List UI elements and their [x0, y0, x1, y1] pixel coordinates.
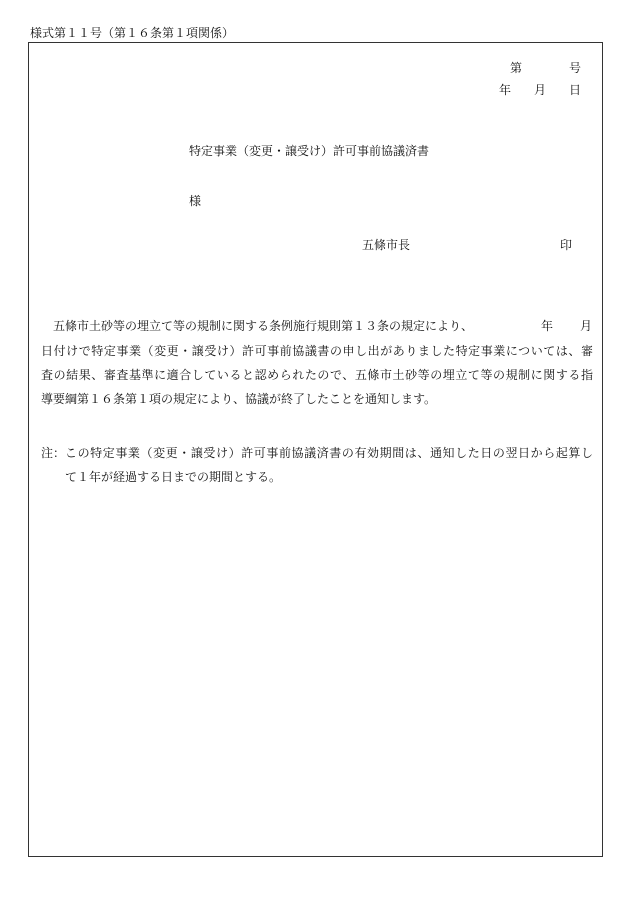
- issuer-name: 五條市長: [362, 238, 411, 252]
- form-number-label: 様式第１１号（第１６条第１項関係）: [30, 26, 235, 40]
- addressee-suffix: 様: [189, 194, 202, 208]
- document-title: 特定事業（変更・譲受け）許可事前協議済書: [189, 144, 430, 158]
- date-day-label: 日: [569, 83, 582, 97]
- number-dai-label: 第: [510, 61, 523, 75]
- document-frame: [28, 42, 603, 857]
- note-line-1: この特定事業（変更・譲受け）許可事前協議済書の有効期間は、通知した日の翌日から起算し: [65, 446, 593, 460]
- body-line-4: 導要綱第１６条第１項の規定により、協議が終了したことを通知します。: [41, 392, 437, 406]
- body-line-1: 五條市土砂等の埋立て等の規制に関する条例施行規則第１３条の規定により、: [53, 319, 474, 333]
- body-line-2: 日付けで特定事業（変更・譲受け）許可事前協議書の申し出がありました特定事業については、審: [41, 344, 593, 358]
- number-go-label: 号: [569, 61, 582, 75]
- body-line-1-month: 月: [580, 319, 593, 333]
- date-month-label: 月: [534, 83, 547, 97]
- body-line-1-year: 年: [541, 319, 554, 333]
- note-label: 注：: [41, 446, 66, 460]
- note-line-2: て１年が経過する日までの期間とする。: [65, 470, 282, 484]
- seal-mark: 印: [560, 238, 573, 252]
- body-line-3: 査の結果、審査基準に適合していると認められたので、五條市土砂等の埋立て等の規制に関する指: [41, 368, 593, 382]
- date-year-label: 年: [499, 83, 512, 97]
